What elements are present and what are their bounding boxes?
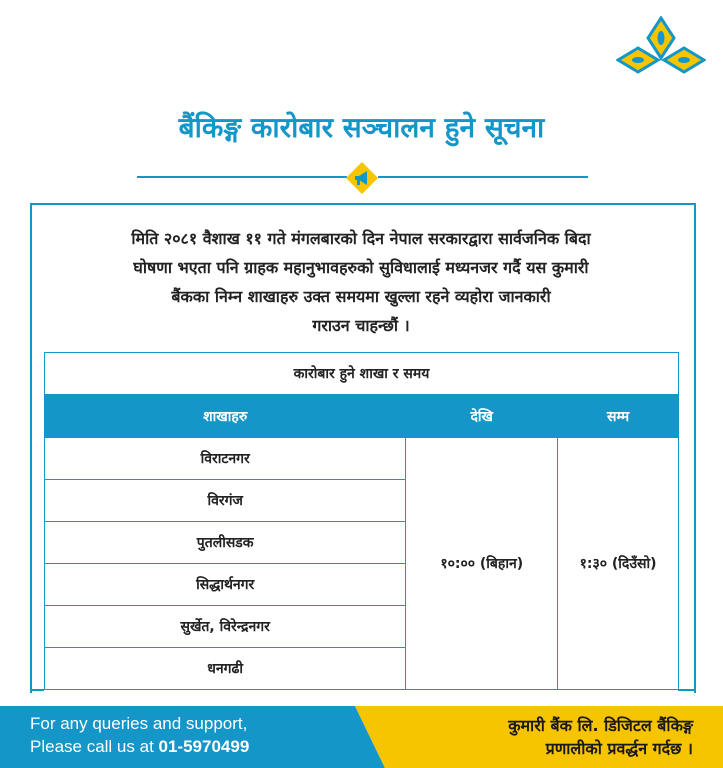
title-divider-left (137, 176, 347, 178)
support-call-line (30, 735, 249, 758)
footer-slogan (508, 714, 693, 760)
time-from: १०:०० (बिहान) (406, 438, 558, 690)
branch-name: सुर्खेत, विरेन्द्रनगर (45, 606, 406, 648)
kumari-bank-logo-icon (616, 16, 706, 82)
header-from: देखि (406, 395, 558, 438)
notice-line: मिति २०८१ वैशाख ११ गते मंगलबारको दिन नेपाल सरकारद्वारा सार्वजनिक बिदा (131, 229, 591, 248)
support-info (30, 712, 249, 758)
megaphone-icon (344, 160, 380, 196)
page-title: बैंकिङ्ग कारोबार सञ्चालन हुने सूचना (178, 111, 545, 144)
notice-text (40, 224, 682, 340)
title-divider-right (378, 176, 588, 178)
branch-name: विरगंज (45, 480, 406, 522)
branch-name: धनगढी (45, 648, 406, 690)
support-phone: 01-5970499 (158, 737, 250, 756)
branch-schedule-table (44, 352, 679, 690)
header-branches: शाखाहरु (45, 395, 406, 438)
support-call-prefix: Please call us at (30, 737, 159, 756)
branch-name: पुतलीसडक (45, 522, 406, 564)
slogan-line: प्रणालीको प्रवर्द्धन गर्दछ । (545, 739, 693, 758)
notice-line: गराउन चाहन्छौं । (312, 316, 410, 335)
branch-name: सिद्धार्थनगर (45, 564, 406, 606)
notice-line: बैंकका निम्न शाखाहरु उक्त समयमा खुल्ला रहने व्यहोरा जानकारी (171, 287, 551, 306)
support-line: For any queries and support, (30, 714, 248, 733)
notice-line: घोषणा भएता पनि ग्राहक महानुभावहरुको सुविधालाई मध्यनजर गर्दै यस कुमारी (133, 258, 589, 277)
frame-bottom-right (678, 689, 694, 691)
table-caption: कारोबार हुने शाखा र समय (45, 353, 679, 395)
frame-bottom-left (30, 689, 44, 691)
slogan-line: कुमारी बैंक लि. डिजिटल बैंकिङ्ग (508, 716, 693, 735)
table-row (45, 438, 679, 480)
header-to: सम्म (558, 395, 679, 438)
time-to: १:३० (दिउँसो) (558, 438, 679, 690)
branch-name: विराटनगर (45, 438, 406, 480)
